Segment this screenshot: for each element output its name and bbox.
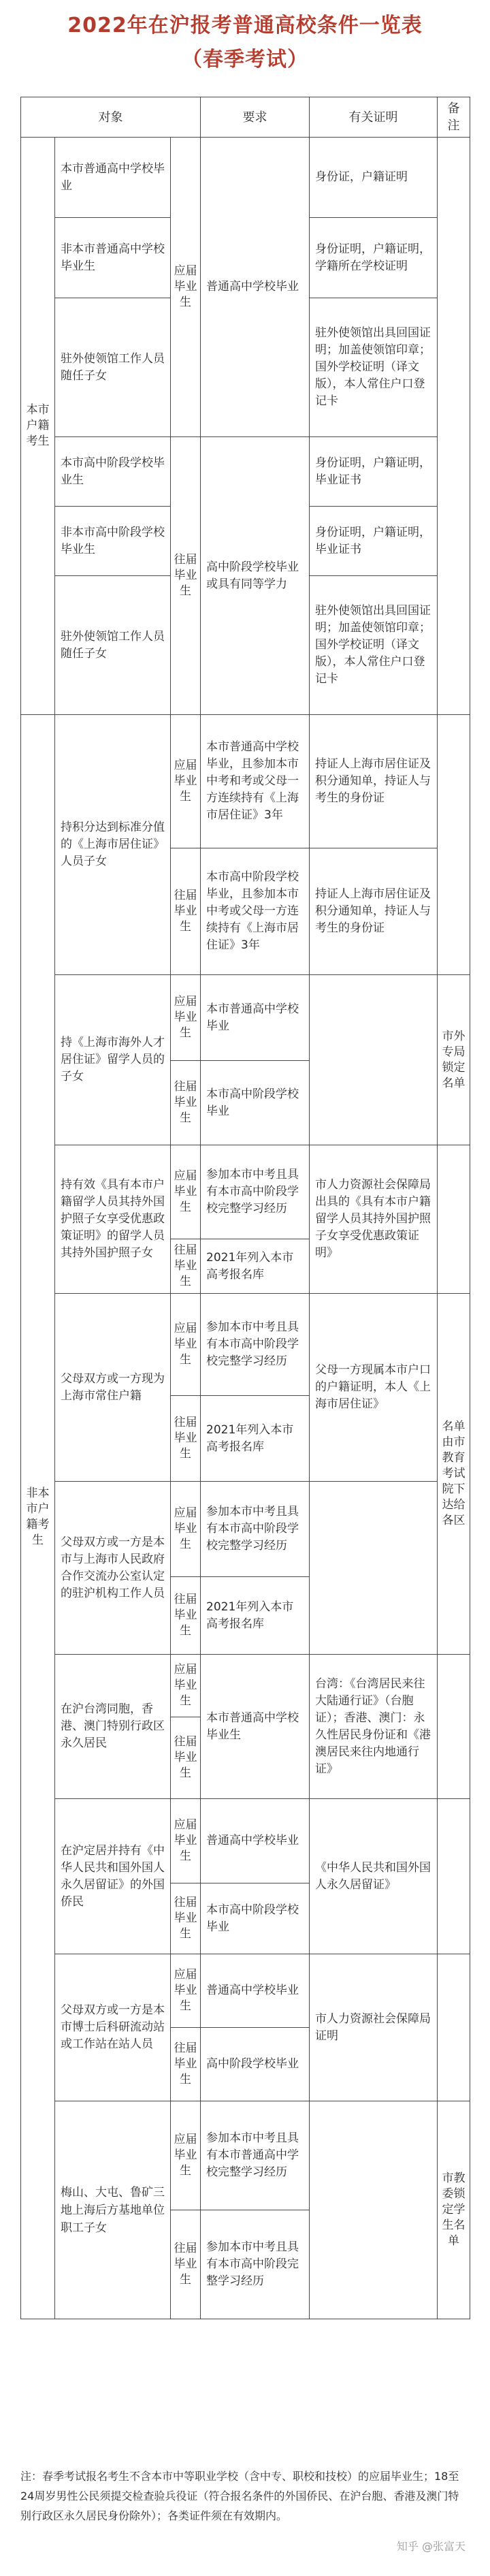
table-row <box>21 1294 470 1396</box>
table-row <box>21 1145 470 1239</box>
proof-cell: 身份证，户籍证明 <box>310 138 438 218</box>
status-cell: 应届毕业生 <box>171 1145 201 1239</box>
table-row <box>21 1954 470 2028</box>
object-cell: 驻外使领馆工作人员随任子女 <box>55 576 171 715</box>
proof-cell: 持证人上海市居住证及积分通知单，持证人与考生的身份证 <box>310 715 438 848</box>
object-cell: 非本市普通高中学校毕业生 <box>55 218 171 298</box>
header-remark: 备注 <box>438 97 470 138</box>
group-feihuji: 非本市户籍考生 <box>21 715 55 2319</box>
status-cell: 应届毕业生 <box>171 1655 201 1717</box>
remark-cell <box>438 1655 470 1799</box>
remark-cell <box>438 1954 470 2101</box>
status-cell: 往届毕业生 <box>171 437 201 715</box>
status-cell: 应届毕业生 <box>171 2101 201 2210</box>
object-cell: 持积分达到标准分值的《上海市居住证》人员子女 <box>55 715 171 975</box>
requirement-cell: 本市高中阶段学校毕业 <box>201 1061 310 1145</box>
status-cell: 往届毕业生 <box>171 1577 201 1655</box>
remark-cell: 市外专局锁定名单 <box>438 975 470 1145</box>
requirement-cell: 参加本市中考且具有本市高中阶段学校完整学习经历 <box>201 1145 310 1239</box>
remark-cell <box>438 1799 470 1954</box>
proof-cell: 身份证明，户籍证明，毕业证书 <box>310 437 438 507</box>
requirement-cell: 普通高中学校毕业 <box>201 1799 310 1883</box>
status-cell: 往届毕业生 <box>171 1717 201 1799</box>
status-cell: 应届毕业生 <box>171 1294 201 1396</box>
status-cell: 往届毕业生 <box>171 848 201 975</box>
status-cell: 往届毕业生 <box>171 1061 201 1145</box>
proof-cell: 台湾：《台湾居民来往大陆通行证》（台胞证）；香港、澳门：永久性居民身份证和《港澳居民来往内地通行证》 <box>310 1655 438 1799</box>
requirement-cell: 本市普通高中学校毕业 <box>201 975 310 1061</box>
remark-cell: 名单由市教育考试院下达给各区 <box>438 1294 470 1655</box>
requirement-cell: 本市普通高中学校毕业，且参加本市中考和考或父母一方连续持有《上海市居住证》3年 <box>201 715 310 848</box>
status-cell: 往届毕业生 <box>171 2210 201 2319</box>
header-proof: 有关证明 <box>310 97 438 138</box>
page-title: 2022年在沪报考普通高校条件一览表 <box>67 14 423 37</box>
object-cell: 父母双方或一方是本市博士后科研流动站或工作站在站人员 <box>55 1954 171 2101</box>
proof-cell: 父母一方现属本市户口的户籍证明，本人《上海市居住证》 <box>310 1294 438 1482</box>
requirement-cell: 参加本市中考且具有本市高中阶段学校完整学习经历 <box>201 1482 310 1577</box>
proof-cell: 驻外使领馆出具回国证明；加盖使领馆印章；国外学校证明（译文版），本人常住户口登记卡 <box>310 576 438 715</box>
proof-cell <box>310 975 438 1145</box>
table-row <box>21 437 470 507</box>
footnote: 注：春季考试报名考生不含本市中等职业学校（含中专、职校和技校）的应届毕业生；18至24周岁男性公民须提交检查验兵役证（符合报名条件的外国侨民、在沪台胞、香港及澳门特别行政区永久居民身份除外）；各类证件须在有效期内。 <box>20 2470 459 2522</box>
object-cell: 持有效《具有本市户籍留学人员其持外国护照子女享受优惠政策证明》的留学人员其持外国护照子女 <box>55 1145 171 1294</box>
proof-cell <box>310 1482 438 1655</box>
proof-cell: 驻外使领馆出具回国证明；加盖使领馆印章；国外学校证明（译文版），本人常住户口登记卡 <box>310 298 438 437</box>
requirement-cell: 参加本市中考且具有本市普通高中学校完整学习经历 <box>201 2101 310 2210</box>
remark-cell <box>438 138 470 715</box>
object-cell: 父母双方或一方是本市与上海市人民政府合作交流办公室认定的驻沪机构工作人员 <box>55 1482 171 1655</box>
requirement-cell: 参加本市中考且具有本市高中阶段完整学习经历 <box>201 2210 310 2319</box>
object-cell: 父母双方或一方现为上海市常住户籍 <box>55 1294 171 1482</box>
status-cell: 往届毕业生 <box>171 2028 201 2101</box>
requirement-cell: 参加本市中考且具有本市高中阶段学校完整学习经历 <box>201 1294 310 1396</box>
requirement-cell: 普通高中学校毕业 <box>201 138 310 437</box>
watermark: 知乎 @张富天 <box>396 2540 466 2553</box>
requirement-cell: 本市高中阶段学校毕业 <box>201 1883 310 1954</box>
table-header-row <box>21 97 470 138</box>
proof-cell: 市人力资源社会保障局出具的《具有本市户籍留学人员其持外国护照子女享受优惠政策证明》 <box>310 1145 438 1294</box>
proof-cell: 持证人上海市居住证及积分通知单，持证人与考生的身份证 <box>310 848 438 975</box>
object-cell: 在沪定居并持有《中华人民共和国外国人永久居留证》的外国侨民 <box>55 1799 171 1954</box>
requirement-cell: 2021年列入本市高考报名库 <box>201 1396 310 1482</box>
object-cell: 本市高中阶段学校毕业生 <box>55 437 171 507</box>
header-object: 对象 <box>21 97 201 138</box>
remark-cell <box>438 1145 470 1294</box>
status-cell: 应届毕业生 <box>171 1482 201 1577</box>
table-row <box>21 2101 470 2210</box>
table-row <box>21 975 470 1061</box>
status-cell: 应届毕业生 <box>171 975 201 1061</box>
requirement-cell: 高中阶段学校毕业 <box>201 2028 310 2101</box>
proof-cell: 市人力资源社会保障局证明 <box>310 1954 438 2101</box>
page-subtitle: （春季考试） <box>182 48 308 71</box>
object-cell: 驻外使领馆工作人员随任子女 <box>55 298 171 437</box>
header-requirement: 要求 <box>201 97 310 138</box>
proof-cell: 身份证明，户籍证明，学籍所在学校证明 <box>310 218 438 298</box>
requirement-cell: 高中阶段学校毕业或具有同等学力 <box>201 437 310 715</box>
table-row <box>21 1482 470 1577</box>
table-row <box>21 715 470 848</box>
title-block <box>0 0 490 82</box>
requirement-cell: 普通高中学校毕业 <box>201 1954 310 2028</box>
table-row <box>21 1799 470 1883</box>
proof-cell: 《中华人民共和国外国人永久居留证》 <box>310 1799 438 1954</box>
status-cell: 应届毕业生 <box>171 1799 201 1883</box>
status-cell: 往届毕业生 <box>171 1239 201 1294</box>
object-cell: 在沪台湾同胞，香港、澳门特别行政区永久居民 <box>55 1655 171 1799</box>
group-huji: 本市户籍考生 <box>21 138 55 715</box>
requirement-cell: 本市高中阶段学校毕业，且参加本市中考或父母一方连续持有《上海市居住证》3年 <box>201 848 310 975</box>
proof-cell <box>310 2101 438 2319</box>
status-cell: 往届毕业生 <box>171 1883 201 1954</box>
table-row <box>21 138 470 218</box>
remark-cell: 市教委锁定学生名单 <box>438 2101 470 2319</box>
object-cell: 本市普通高中学校毕业 <box>55 138 171 218</box>
status-cell: 应届毕业生 <box>171 715 201 848</box>
remark-cell <box>438 715 470 975</box>
table-row <box>21 1655 470 1717</box>
requirement-cell: 2021年列入本市高考报名库 <box>201 1239 310 1294</box>
object-cell: 持《上海市海外人才居住证》留学人员的子女 <box>55 975 171 1145</box>
proof-cell: 身份证明，户籍证明，毕业证书 <box>310 507 438 576</box>
object-cell: 梅山、大屯、鲁矿三地上海后方基地单位职工子女 <box>55 2101 171 2319</box>
status-cell: 应届毕业生 <box>171 138 201 437</box>
requirement-cell: 本市普通高中学校毕业生 <box>201 1655 310 1799</box>
status-cell: 往届毕业生 <box>171 1396 201 1482</box>
object-cell: 非本市高中阶段学校毕业生 <box>55 507 171 576</box>
requirement-cell: 2021年列入本市高考报名库 <box>201 1577 310 1655</box>
conditions-table <box>20 97 470 2319</box>
status-cell: 应届毕业生 <box>171 1954 201 2028</box>
